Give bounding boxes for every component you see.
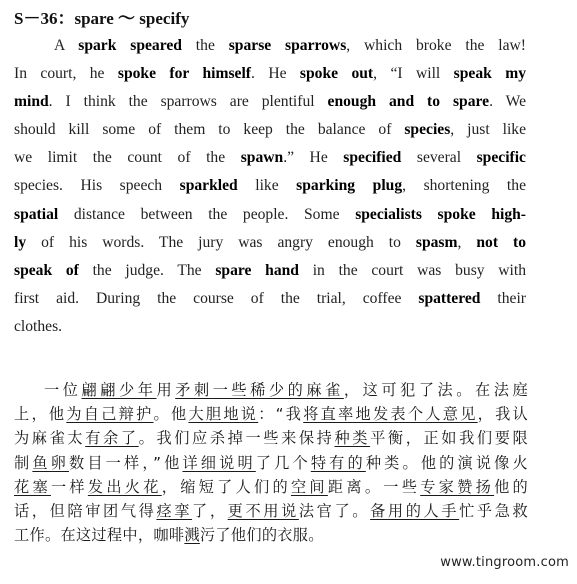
translated-term: 将直率地发表个人意见	[303, 405, 478, 424]
english-line	[14, 172, 526, 200]
translated-term: 特有的	[310, 453, 366, 472]
english-line	[14, 88, 526, 116]
text-run: 。我们应杀掉一些来保持	[138, 429, 335, 448]
vocab-term: spatial	[14, 205, 59, 223]
english-line	[14, 32, 526, 60]
vocab-term: ly	[14, 233, 27, 251]
translated-term: 空间	[290, 477, 328, 496]
translated-term: 备用的人手	[370, 501, 460, 520]
chinese-line	[14, 475, 528, 499]
vocab-term: sparkled	[179, 177, 238, 195]
translated-term: 溅	[184, 526, 200, 545]
text-run: , “I will	[373, 65, 454, 83]
translated-term: 为自己辩护	[66, 405, 154, 424]
text-run: ，缩短了人们的	[161, 477, 291, 496]
vocab-term: spattered	[418, 289, 481, 307]
text-run: , just like	[450, 121, 527, 139]
text-run: should kill some of them to keep the balance of	[14, 121, 405, 139]
translated-term: 发出火花	[87, 477, 162, 496]
translated-term: 鱼卵	[32, 453, 70, 472]
text-run: ，这可犯了法。在法庭	[343, 381, 528, 399]
text-run: 一样	[50, 477, 88, 496]
text-run: 一位	[44, 381, 82, 399]
text-run: species. His speech	[14, 177, 180, 195]
text-run: .” He	[283, 149, 344, 167]
vocab-term: speak of	[14, 261, 79, 279]
vocab-term: species	[404, 121, 451, 139]
text-run: 他的	[494, 477, 529, 496]
translated-term: 大胆地说	[188, 405, 259, 424]
vocab-term: spasm	[415, 233, 458, 251]
text-run: distance between the people. Some	[58, 205, 356, 223]
text-run: clothes.	[14, 317, 63, 335]
text-run: . I think the sparrows are plentiful	[48, 93, 328, 111]
vocab-term: spark speared	[78, 37, 182, 54]
english-paragraph	[14, 32, 526, 341]
text-run: , which broke the law!	[346, 37, 526, 54]
translated-term: 一些稀少的麻雀	[212, 381, 344, 399]
text-run: 工作。在这过程中，咖啡	[14, 526, 185, 545]
text-run: 上，他	[14, 405, 67, 424]
chinese-line	[14, 451, 528, 475]
text-run: their	[480, 289, 526, 307]
chinese-paragraph	[14, 378, 528, 547]
text-run: 距离。一些	[327, 477, 421, 496]
vocab-term: specific	[476, 149, 526, 167]
translated-term: 翩翩少年	[81, 381, 157, 399]
text-run: 了几个	[255, 453, 311, 472]
text-run: 。他	[153, 405, 189, 424]
translated-term: 矛刺	[175, 381, 213, 399]
english-line	[14, 144, 526, 172]
text-run: 用	[156, 381, 176, 399]
text-run: 法官了。	[298, 501, 371, 520]
text-run: of his words. The jury was angry enough to	[26, 233, 416, 251]
translated-term: 痉挛	[156, 501, 193, 520]
translated-term: 有余了	[85, 429, 139, 448]
english-line	[14, 257, 526, 285]
vocab-term: enough and to spare	[327, 93, 490, 111]
text-run: the judge. The	[78, 261, 216, 279]
text-run: . He	[251, 65, 300, 83]
english-line	[14, 201, 526, 229]
text-run: ，我认	[477, 405, 529, 424]
text-run: ：“我	[258, 405, 304, 424]
text-run: 污了他们的衣服。	[199, 526, 324, 545]
chinese-line	[14, 378, 528, 402]
text-run: 种类。他的演说像火	[365, 453, 528, 472]
text-run: ,	[457, 233, 477, 251]
vocab-term: sparse sparrows	[228, 37, 347, 54]
vocab-term: specialists spoke high-	[355, 205, 526, 223]
text-run: several	[401, 149, 477, 167]
watermark-url: www.tingroom.com	[440, 555, 569, 570]
text-run: 为麻雀太	[14, 429, 86, 448]
translated-term: 种类	[334, 429, 371, 448]
text-run: In court, he	[14, 65, 118, 83]
text-run: like	[237, 177, 297, 195]
text-run: 平衡，正如我们要限	[370, 429, 529, 448]
vocab-term: spawn	[240, 149, 284, 167]
chinese-line	[14, 426, 528, 450]
section-title: S－36：spare ～ specify	[14, 9, 190, 28]
text-run: 忙乎急救	[459, 501, 529, 520]
vocab-term: mind	[14, 93, 49, 111]
chinese-line	[14, 402, 528, 426]
translated-term: 更不用说	[227, 501, 299, 520]
vocab-term: not to	[476, 233, 526, 251]
text-run: 制	[14, 453, 33, 472]
chinese-line	[14, 523, 528, 547]
text-run: in the court was busy with	[298, 261, 527, 279]
vocab-term: specified	[343, 149, 402, 167]
translated-term: 专家赞扬	[420, 477, 495, 496]
vocab-term: speak my	[453, 65, 526, 83]
translated-term: 花塞	[14, 477, 51, 496]
translated-term: 详细说明	[182, 453, 256, 472]
text-run: . We	[489, 93, 527, 111]
vocab-term: spoke for himself	[117, 65, 251, 83]
english-line	[14, 229, 526, 257]
english-line	[14, 285, 526, 313]
text-run: 话，但陪审团气得	[14, 501, 157, 520]
text-run: , shortening the	[402, 177, 526, 195]
text-run: we limit the count of the	[14, 149, 241, 167]
text-run: 数目一样，”他	[69, 453, 183, 472]
vocab-term: spare hand	[215, 261, 299, 279]
english-line	[14, 313, 526, 341]
chinese-line	[14, 499, 528, 523]
english-line	[14, 116, 526, 144]
text-run: 了，	[192, 501, 228, 520]
text-run: first aid. During the course of the trial, coffee	[14, 289, 419, 307]
text-run: A	[54, 37, 79, 54]
text-run: the	[181, 37, 229, 54]
english-line	[14, 60, 526, 88]
vocab-term: sparking plug	[296, 177, 403, 195]
vocab-term: spoke out	[299, 65, 374, 83]
